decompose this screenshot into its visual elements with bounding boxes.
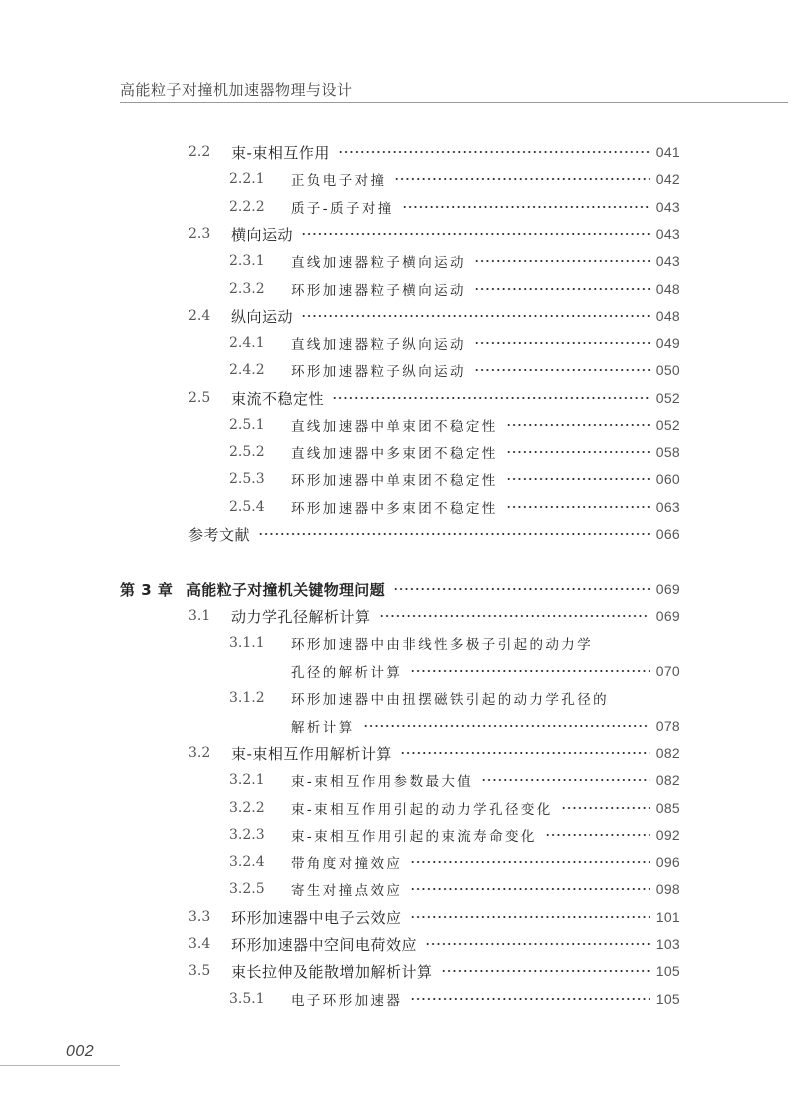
toc-title: 环形加速器中单束团不稳定性 bbox=[291, 473, 498, 489]
toc-page: 041 bbox=[655, 144, 680, 160]
dot-leader bbox=[425, 939, 650, 949]
toc-number: 3.2.4 bbox=[229, 854, 265, 870]
dot-leader bbox=[506, 474, 650, 484]
toc-title: 环形加速器中空间电荷效应 bbox=[231, 935, 418, 954]
dot-leader bbox=[474, 338, 650, 348]
toc-title: 束-束相互作用 bbox=[231, 143, 330, 162]
toc-page: 078 bbox=[655, 718, 680, 734]
toc-entry-2-4[interactable] bbox=[188, 305, 680, 327]
toc-chapter-number: 第 3 章 bbox=[120, 580, 174, 599]
toc-title: 束-束相互作用参数最大值 bbox=[291, 774, 474, 790]
toc-title: 环形加速器中电子云效应 bbox=[231, 908, 402, 927]
toc-entry-references[interactable] bbox=[188, 523, 680, 545]
toc-title: 横向运动 bbox=[231, 225, 294, 244]
toc-number: 3.2 bbox=[188, 745, 211, 761]
toc-title: 带角度对撞效应 bbox=[291, 856, 403, 872]
toc-page: 069 bbox=[655, 581, 680, 597]
toc-entry-3-2-2[interactable] bbox=[229, 797, 680, 819]
toc-number: 3.3 bbox=[188, 909, 211, 925]
toc-entry-2-5-4[interactable] bbox=[229, 496, 680, 518]
toc-title: 环形加速器粒子纵向运动 bbox=[291, 364, 466, 380]
toc-number: 2.2.1 bbox=[229, 171, 265, 187]
toc-title: 直线加速器粒子纵向运动 bbox=[291, 337, 466, 353]
toc-entry-2-2-2[interactable] bbox=[229, 196, 680, 218]
toc-number: 3.4 bbox=[188, 936, 211, 952]
toc-number: 3.1.2 bbox=[229, 690, 265, 706]
toc-page: 092 bbox=[655, 827, 680, 843]
toc-entry-2-2-1[interactable] bbox=[229, 168, 680, 190]
toc-entry-3-2-3[interactable] bbox=[229, 824, 680, 846]
dot-leader bbox=[258, 529, 650, 539]
toc-entry-2-3-2[interactable] bbox=[229, 278, 680, 300]
toc-page: 103 bbox=[655, 936, 680, 952]
toc-title: 纵向运动 bbox=[231, 307, 294, 326]
dot-leader bbox=[301, 311, 650, 321]
toc-title: 束长拉伸及能散增加解析计算 bbox=[231, 962, 433, 981]
toc-number: 2.5.1 bbox=[229, 417, 265, 433]
toc-entry-3-2-1[interactable] bbox=[229, 769, 680, 791]
toc-entry-3-1[interactable] bbox=[188, 605, 680, 627]
toc-title: 束流不稳定性 bbox=[231, 389, 325, 408]
toc-title: 直线加速器中多束团不稳定性 bbox=[291, 446, 498, 462]
page-number: 002 bbox=[66, 1043, 95, 1060]
toc-title: 参考文献 bbox=[188, 525, 251, 544]
toc-entry-3-2[interactable] bbox=[188, 742, 680, 764]
toc-number: 2.4 bbox=[188, 308, 211, 324]
dot-leader bbox=[410, 666, 650, 676]
toc-title: 动力学孔径解析计算 bbox=[231, 607, 371, 626]
toc-number: 2.4.1 bbox=[229, 335, 265, 351]
toc-page: 105 bbox=[655, 991, 680, 1007]
toc-page: 070 bbox=[655, 663, 680, 679]
toc-entry-2-2[interactable] bbox=[188, 141, 680, 163]
toc-number: 2.5 bbox=[188, 390, 211, 406]
dot-leader bbox=[400, 748, 650, 758]
footer-divider bbox=[0, 1065, 120, 1066]
toc-number: 3.5 bbox=[188, 963, 211, 979]
toc-title-continued: 解析计算 bbox=[291, 720, 355, 736]
toc-page: 050 bbox=[655, 362, 680, 378]
toc-number: 3.2.5 bbox=[229, 881, 265, 897]
toc-page: 082 bbox=[655, 772, 680, 788]
toc-page: 052 bbox=[655, 417, 680, 433]
dot-leader bbox=[363, 721, 650, 731]
toc-page: 058 bbox=[655, 444, 680, 460]
toc-entry-2-5[interactable] bbox=[188, 387, 680, 409]
toc-number: 3.5.1 bbox=[229, 991, 265, 1007]
toc-title: 寄生对撞点效应 bbox=[291, 883, 403, 899]
toc-page: 049 bbox=[655, 335, 680, 351]
dot-leader bbox=[474, 284, 650, 294]
toc-page: 048 bbox=[655, 281, 680, 297]
toc-number: 3.2.2 bbox=[229, 800, 265, 816]
toc-entry-2-4-2[interactable] bbox=[229, 359, 680, 381]
toc-entry-chapter-3[interactable] bbox=[120, 578, 680, 600]
toc-number: 3.2.1 bbox=[229, 772, 265, 788]
toc-entry-3-1-1-line2[interactable] bbox=[291, 660, 680, 682]
dot-leader bbox=[410, 994, 650, 1004]
toc-entry-3-3[interactable] bbox=[188, 906, 680, 928]
toc-title-continued: 孔径的解析计算 bbox=[291, 665, 403, 681]
toc-entry-2-5-3[interactable] bbox=[229, 468, 680, 490]
dot-leader bbox=[410, 857, 650, 867]
toc-entry-3-5[interactable] bbox=[188, 960, 680, 982]
dot-leader bbox=[506, 502, 650, 512]
toc-page: 085 bbox=[655, 800, 680, 816]
toc-page: 043 bbox=[655, 226, 680, 242]
toc-title: 高能粒子对撞机关键物理问题 bbox=[186, 580, 385, 599]
toc-page: 105 bbox=[655, 963, 680, 979]
toc-page: 101 bbox=[655, 909, 680, 925]
toc-number: 2.2.2 bbox=[229, 199, 265, 215]
toc-page: 048 bbox=[655, 308, 680, 324]
toc-number: 2.3.2 bbox=[229, 281, 265, 297]
dot-leader bbox=[338, 147, 650, 157]
toc-entry-3-2-4[interactable] bbox=[229, 851, 680, 873]
dot-leader bbox=[506, 447, 650, 457]
toc-entry-3-1-2-line1[interactable] bbox=[229, 687, 680, 709]
toc-entry-3-5-1[interactable] bbox=[229, 988, 680, 1010]
toc-page: 069 bbox=[655, 608, 680, 624]
dot-leader bbox=[441, 966, 650, 976]
toc-title: 正负电子对撞 bbox=[291, 173, 387, 189]
toc-title: 束-束相互作用引起的束流寿命变化 bbox=[291, 829, 537, 845]
toc-entry-2-4-1[interactable] bbox=[229, 332, 680, 354]
toc-page: 052 bbox=[655, 390, 680, 406]
dot-leader bbox=[394, 174, 650, 184]
dot-leader bbox=[481, 775, 650, 785]
toc-entry-3-4[interactable] bbox=[188, 933, 680, 955]
dot-leader bbox=[393, 584, 650, 594]
toc-page: 043 bbox=[655, 199, 680, 215]
dot-leader bbox=[561, 803, 650, 813]
toc-number: 3.1.1 bbox=[229, 635, 265, 651]
dot-leader bbox=[379, 611, 650, 621]
toc-title: 电子环形加速器 bbox=[291, 993, 403, 1009]
toc-title: 环形加速器粒子横向运动 bbox=[291, 283, 466, 299]
header-divider bbox=[120, 102, 788, 103]
toc-number: 2.2 bbox=[188, 144, 211, 160]
toc-title: 环形加速器中由扭摆磁铁引起的动力学孔径的 bbox=[291, 692, 609, 708]
toc-page: 066 bbox=[655, 526, 680, 542]
toc-page: 042 bbox=[655, 171, 680, 187]
toc-page: 063 bbox=[655, 499, 680, 515]
toc-number: 3.1 bbox=[188, 608, 211, 624]
dot-leader bbox=[332, 393, 650, 403]
toc-page: 060 bbox=[655, 471, 680, 487]
dot-leader bbox=[301, 229, 650, 239]
toc-title: 质子-质子对撞 bbox=[291, 201, 394, 217]
running-header-title: 高能粒子对撞机加速器物理与设计 bbox=[120, 81, 353, 99]
dot-leader bbox=[474, 256, 650, 266]
dot-leader bbox=[545, 830, 650, 840]
toc-page: 043 bbox=[655, 253, 680, 269]
toc-title: 束-束相互作用引起的动力学孔径变化 bbox=[291, 802, 553, 818]
toc-number: 2.3 bbox=[188, 226, 211, 242]
dot-leader bbox=[410, 912, 650, 922]
toc-entry-2-3-1[interactable] bbox=[229, 250, 680, 272]
toc-number: 2.3.1 bbox=[229, 253, 265, 269]
toc-number: 2.5.3 bbox=[229, 471, 265, 487]
toc-entry-3-1-2-line2[interactable] bbox=[291, 715, 680, 737]
toc-title: 束-束相互作用解析计算 bbox=[231, 744, 392, 763]
toc-number: 2.4.2 bbox=[229, 362, 265, 378]
dot-leader bbox=[474, 365, 650, 375]
toc-entry-2-5-1[interactable] bbox=[229, 414, 680, 436]
dot-leader bbox=[410, 884, 650, 894]
toc-page: 098 bbox=[655, 881, 680, 897]
toc-title: 环形加速器中由非线性多极子引起的动力学 bbox=[291, 637, 594, 653]
toc-entry-3-1-1-line1[interactable] bbox=[229, 632, 680, 654]
toc-page: 082 bbox=[655, 745, 680, 761]
toc-title: 环形加速器中多束团不稳定性 bbox=[291, 501, 498, 517]
toc-number: 2.5.4 bbox=[229, 499, 265, 515]
dot-leader bbox=[506, 420, 650, 430]
toc-entry-2-3[interactable] bbox=[188, 223, 680, 245]
toc-number: 3.2.3 bbox=[229, 827, 265, 843]
toc-title: 直线加速器中单束团不稳定性 bbox=[291, 419, 498, 435]
toc-number: 2.5.2 bbox=[229, 444, 265, 460]
toc-page: 096 bbox=[655, 854, 680, 870]
toc-title: 直线加速器粒子横向运动 bbox=[291, 255, 466, 271]
dot-leader bbox=[402, 202, 650, 212]
toc-entry-2-5-2[interactable] bbox=[229, 441, 680, 463]
toc-entry-3-2-5[interactable] bbox=[229, 878, 680, 900]
